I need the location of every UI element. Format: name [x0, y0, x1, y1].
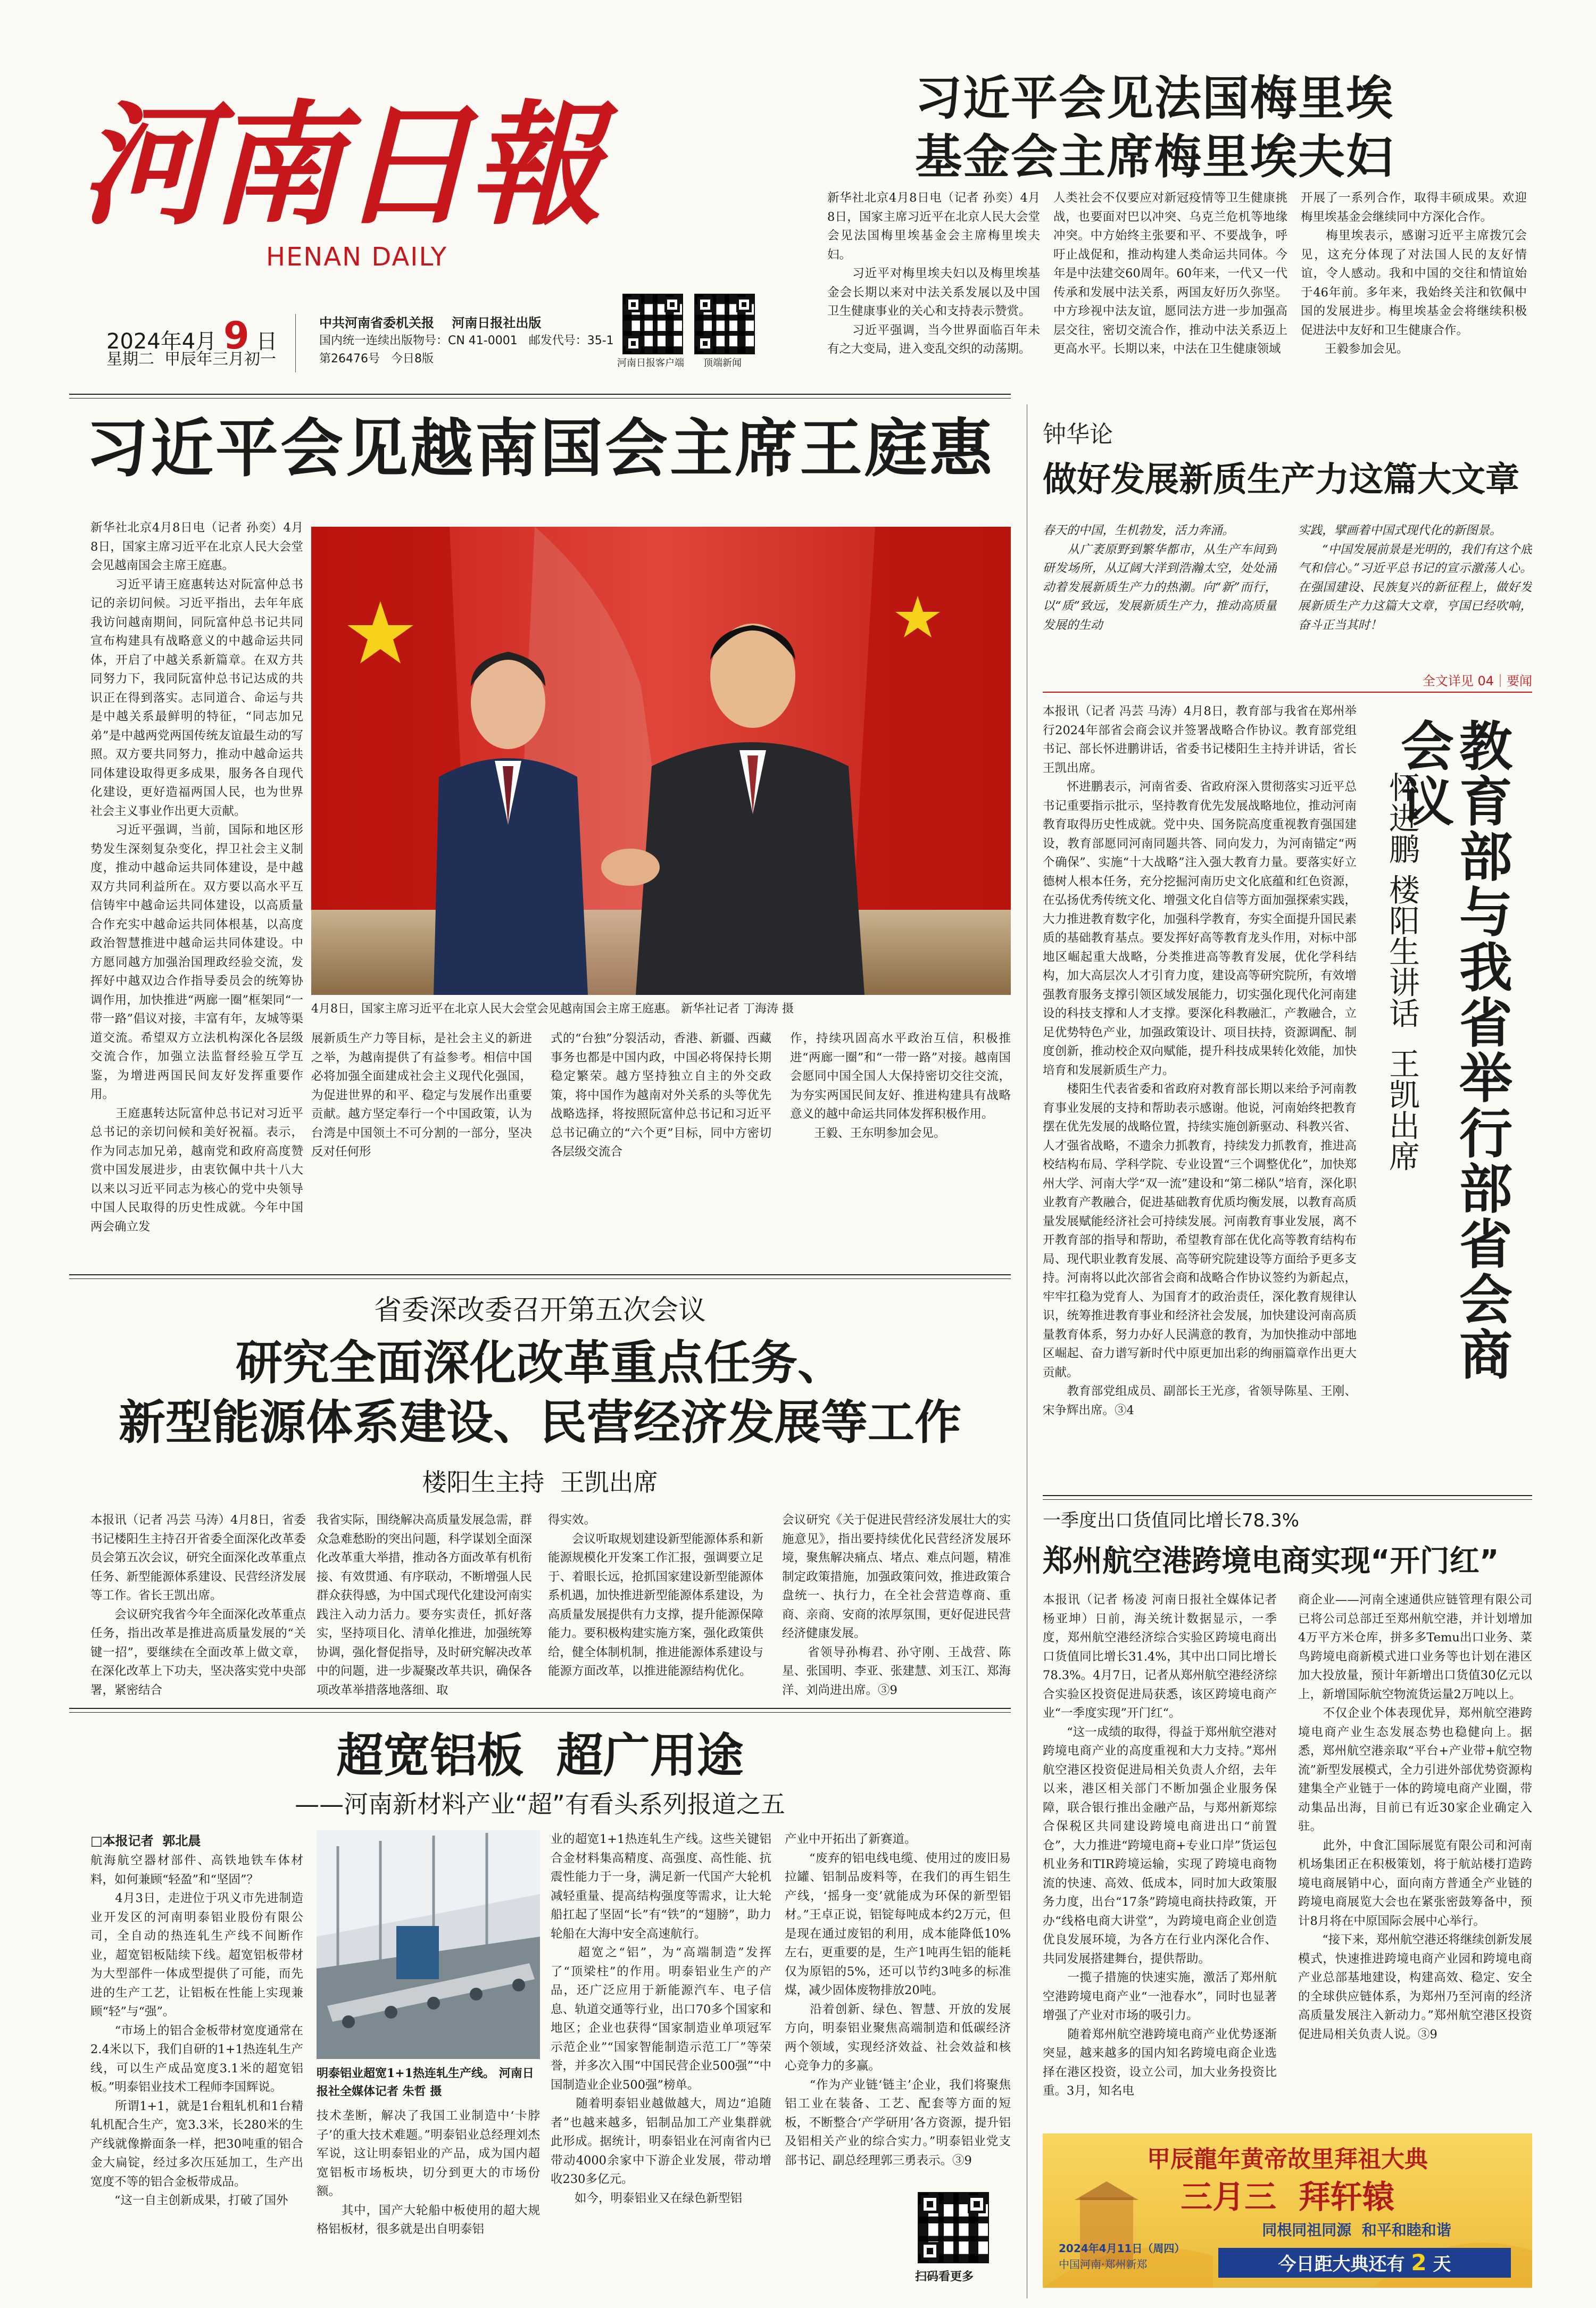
aluminum-headline: 超宽铝板 超广用途	[336, 1728, 744, 1783]
aluminum-photo	[317, 1830, 540, 2059]
lead-photo	[311, 527, 1011, 995]
aluminum-photo-caption: 明泰铝业超宽1+1热连轧生产线。 河南日报社全媒体记者 朱哲 摄	[317, 2066, 534, 2098]
qr-caption-app: 河南日报客户端	[617, 358, 684, 369]
aluminum-col1: 航海航空器材部件、高铁地铁车体材料，如何兼顾“轻盈”和“坚固”？ 4月3日，走进位于巩义市先进制造业开发区的河南明泰铝业股份有限公司，全自动的热连轧生产线不间断作业，超宽铝板陆续下线。超宽铝板带材为大型部件一体成型提供了可能，而先进的生产工艺，让铝板在性能上实现兼顾“轻”与“强”。 “市场上的铝合金板带材宽度通常在2.4米以下，我们自研的1+1热连轧生产线，可以生产成品宽度3.1米的超宽铝板。”明泰铝业技术工程师李国辉说。 所谓1+1，就是1台粗轧机和1台精轧机配合生产，宽3.3米，长280米的生产线就像擀面条一样，把30吨重的铝合金大扁锭，经过多次压延加工，生产出宽度不等的铝合金板带成品。 “这一自主创新成果，打破了国外	[90, 1854, 303, 2207]
top-story-headline	[915, 69, 1527, 186]
export-headline: 郑州航空港跨境电商实现“开门红”	[1043, 1544, 1499, 1579]
ad-date: 2024年4月11日（周四）	[1059, 2242, 1185, 2255]
ad-line2: 三月三 拜轩辕	[1181, 2179, 1394, 2216]
commentary-kicker: 钟华论	[1043, 421, 1113, 448]
ad-line1: 甲辰龍年黄帝故里拜祖大典	[1147, 2146, 1428, 2173]
qr-caption-dingduan: 顶端新闻	[703, 358, 742, 369]
education-vertical-headline: 教育部与我省举行部省会商会议	[1392, 718, 1513, 1382]
export-col2: 商企业——河南全速通供应链管理有限公司已将公司总部迁至郑州航空港，并计划增加4万平方米仓库，拼多多Temu出口业务、菜鸟跨境电商新模式进口业务等也计划在港区加大投放量，预计年新增出口货值30亿元以上，新增国际航空物流货运量2万吨以上。 不仅企业个体表现优异，郑州航空港跨境电商产业生态发展态势也稳健向上。据悉，郑州航空港亲取“平台+产业带+航空物流”新型发展模式，全力引进外部优势资源构建集全产业链于一体的跨境电商产业圈，带动集品出海，目前已有近30家企业确定入驻。 此外，中食汇国际展览有限公司和河南机场集团正在积极策划，将于航站楼打造跨境电商展销中心，面向南方普通全产业链的跨境电商展览大会也在紧张密鼓筹备中，预计8月将在中原国际会展中心举行。 “接下来，郑州航空港还将继续创新发展模式，快速推进跨境电商产业园和跨境电商产业总部基地建设，构建高效、稳定、安全的全球供应链体系，为郑州乃至河南的经济高质量发展注入新动力。”郑州航空港区投资促进局相关负责人说。③9	[1298, 1593, 1532, 2041]
ad-countdown-prefix: 今日距大典还有	[1278, 2254, 1405, 2275]
education-body: 本报讯（记者 冯芸 马涛）4月8日，教育部与我省在郑州举行2024年部省会商会议并签署战略合作协议。教育部党组书记、部长怀进鹏讲话，省委书记楼阳生主持并讲话，省长王凯出席。 怀进鹏表示，河南省委、省政府深入贯彻落实习近平总书记重要指示批示，坚持教育优先发展战略地位，推动河南教育取得历史性成就。党中央、国务院高度重视教育强国建设，教育部愿同河南同题共答、同向发力，为河南锚定“两个确保”、实施“十大战略”注入强大教育力量。要落实好立德树人根本任务，充分挖掘河南历史文化底蕴和红色资源，在弘扬优秀传统文化、增强文化自信等方面加强探索实践，大力推进教育数字化，加强科学教育，夯实全面提升国民素质的基础教育基点。要发挥好高等教育龙头作用，对标中部地区崛起重大战略，分类推进高等教育发展，优化学科结构，加大高层次人才引育力度，建设高等研究院所，有效增强教育服务支撑引领区域发展能力，切实强化现代化河南建设的科技支撑和人才支撑。要深化科教融汇，产教融合，立足优势特色产业，加强政策设计、项目扶持，资源调配、制度创新，推动校企双向赋能，提升科技成果转化效能，加快培育和发展新质生产力。 楼阳生代表省委和省政府对教育部长期以来给予河南教育事业发展的支持和帮助表示感谢。他说，河南始终把教育摆在优先发展的战略位置，持续实施创新驱动、科教兴省、人才强省战略，不遗余力抓教育，持续发力抓教育，推进高校结构布局、学科学院、专业设置“三个调整优化”，加快郑州大学、河南大学“双一流”建设和“第二梯队”培育，深化职业教育产教融合，促进基础教育优质均衡发展，以教育高质量发展赋能经济社会可持续发展。河南教育事业发展，离不开教育部的指导和帮助，希望教育部在优化高等教育结构布局、现代职业教育发展、高等研究院建设等方面给予更多支持。河南将以此次部省会商和战略合作协议签约为新起点，牢牢扛稳为党育人、为国育才的政治责任，深化教育规律认识，统筹推进教育事业和经济社会发展，加快建设河南高质量教育体系，努力办好人民满意的教育，为加快推动中部地区崛起、奋力谱写新时代中原更加出彩的绚丽篇章作出更大贡献。 教育部党组成员、副部长王光彦，省领导陈星、王刚、宋争辉出席。③4	[1043, 704, 1357, 1417]
reform-col3: 得实效。 会议听取规划建设新型能源体系和新能源规模化开发案工作汇报，强调要立足于、着眼长远，抢抓国家建设新型能源体系机遇，加快推进新型能源体系建设，为高质量发展提供有力支撑，提升能源保障能力。要积极构建实施方案，强化政策供给，健全体制机制，推进能源体系建设与能源方面改革，以推进能源结构优化。	[548, 1513, 763, 1678]
lead-story-col1: 新华社北京4月8日电（记者 孙奕）4月8日，国家主席习近平在北京人民大会堂会见越南国会主席王庭惠。 习近平请王庭惠转达对阮富仲总书记的亲切问候。习近平指出，去年年底我访问越南期间，同阮富仲总书记共同宣布构建具有战略意义的中越命运共同体，开启了中越关系新篇章。在双方共同努力下，我同阮富仲总书记达成的共识正在得到落实。志同道合、命运与共是中越关系最鲜明的特征，“同志加兄弟”是中越两党两国传统友谊最生动的写照。双方要共同努力，推动中越命运共同体建设取得更多成果，服务各自现代化建设，更好造福两国人民，也为世界社会主义事业作出更大贡献。 习近平强调，当前，国际和地区形势发生深刻复杂变化，捍卫社会主义制度，推动中越命运共同体建设，是中越双方共同利益所在。双方要以高水平互信铸牢中越命运共同体建设，以高质量合作充实中越命运共同体根基，以高度政治智慧推进中越命运共同体建设。中方愿同越方加强治国理政经验交流，发挥好中越双边合作指导委员会的统筹协调作用，加快推进“两廊一圈”框架同“一带一路”倡议对接，丰富有年，友城等渠道交流。希望双方立法机构深化各层级交流合作，加强立法监督经验互学互鉴，为增进两国民间友好发挥重要作用。 王庭惠转达阮富仲总书记对习近平总书记的亲切问候和美好祝福。表示，作为同志加兄弟，越南党和政府高度赞赏中国发展进步，由衷钦佩中共十八大以来以习近平同志为核心的党中央领导中国人民取得的历史性成就。今年中国两会确立发	[90, 521, 303, 1234]
masthead	[80, 87, 782, 309]
newspaper-logo: 河南日報	[80, 87, 599, 243]
ad-line3: 同根同祖同源 和平和睦和谐	[1262, 2221, 1451, 2239]
publisher-info	[319, 314, 617, 368]
qr-code-dingduan[interactable]	[694, 294, 755, 354]
lead-story-headline: 习近平会见越南国会主席王庭惠	[85, 412, 994, 485]
qr-code-app[interactable]	[622, 294, 683, 354]
date-day: 9	[223, 314, 250, 358]
export-divider	[1043, 1495, 1532, 1500]
commentary-more-link[interactable]: 全文详见 04｜要闻	[1422, 674, 1532, 688]
reform-col4: 会议研究《关于促进民营经济发展壮大的实施意见》，指出要持续优化民营经济发展环境，聚焦解决痛点、堵点、难点问题，精准制定政策措施，加强政策问效，推进政策合盘统一、执行力，在全社会营造尊商、重商、亲商、安商的浓厚氛围，更好促进民营经济健康发展。 省领导孙梅君、孙守刚、王战营、陈星、张国明、李亚、张建慧、刘玉江、郑海洋、刘尚进出席。③9	[782, 1513, 1011, 1697]
publisher-line2: 国内统一连续出版物号：CN 41-0001 邮发代号：35-1	[319, 334, 614, 347]
reform-col2: 我省实际，围绕解决高质量发展急需，群众急难愁盼的突出问题，科学谋划全面深化改革重大举措，推动各方面改革有机衔接、有效贯通、有序联动，不断增强人民群众获得感，为中国式现代化建设河南实践注入动力活力。要夯实责任，抓好落实，坚持项目化、清单化推进，加强统筹协调，强化督促指导，及时研究解决改革中的问题，进一步凝聚改革共识，确保各项改革举措落地落细、取	[317, 1513, 532, 1697]
ad-countdown-suffix: 天	[1433, 2254, 1451, 2275]
publisher-line3: 第26476号 今日8版	[319, 352, 434, 366]
aluminum-col2a: 业的超宽1+1热连轧生产线。这些关键铝合金材料集高精度、高强度、高性能、抗震性能力于一身，满足新一代国产大轮机减轻重量、提高结构强度等需求，让大轮船扛起了坚固“长”有“铁”的“翅膀”，助力轮船在大海中安全高速航行。 超宽之“铝”，为“高端制造”发挥了“顶梁柱”的作用。明泰铝业生产的产品，还广泛应用于新能源汽车、电子信息、轨道交通等行业，出口70多个国家和地区；企业也获得“国家制造业单项冠军示范企业”“国家智能制造示范工厂”等荣誉，并多次入围“中国民营企业500强”“中国制造业企业500强”榜单。 随着明泰铝业越做越大，周边“追随者”也越来越多，铝制品加工产业集群就此形成。据统计，明泰铝业在河南省内已带动4000余家中下游企业发展，带动增收230多亿元。 如今，明泰铝业又在绿色新型铝	[551, 1832, 771, 2205]
top-story-col3: 开展了一系列合作，取得丰硕成果。欢迎梅里埃基金会继续同中方深化合作。 梅里埃表示，感谢习近平主席拨冗会见，这充分体现了对法国人民的友好情谊，令人感动。我和中国的交往和情谊始于46年前。多年来，我始终关注和钦佩中国的发展进步。梅里埃基金会将继续积极促进法中友好和卫生健康合作。 王毅参加会见。	[1301, 191, 1527, 356]
lead-story-col2: 展新质生产力等目标，是社会主义的新进之举，为越南提供了有益参考。相信中国必将加强全面建成社会主义现代化强国，为促进世界的和平、稳定与发展作出重要贡献。越方坚定奉行一个中国政策，认为台湾是中国领土不可分割的一部分，坚决反对任何形	[311, 1032, 532, 1159]
meeting-illustration	[311, 527, 1011, 995]
aluminum-qr-code[interactable]	[918, 2192, 989, 2263]
ad-banner[interactable]	[1043, 2133, 1532, 2288]
commentary-col2: 实践，擘画着中国式现代化的新图景。 “中国发展前景是光明的，我们有这个底气和信心。”习近平总书记的宣示激荡人心。在强国建设、民族复兴的新征程上，做好发展新质生产力这篇大文章，亨国已经吹响，奋斗正当其时！	[1298, 524, 1532, 632]
ad-place: 中国河南·郑州新郑	[1059, 2258, 1148, 2271]
date-year-month: 2024年4月	[106, 329, 217, 354]
date-day-suffix: 日	[256, 329, 278, 354]
aluminum-subhead: ——河南新材料产业“超”有看头系列报道之五	[295, 1790, 785, 1819]
lead-photo-caption: 4月8日，国家主席习近平在北京人民大会堂会见越南国会主席王庭惠。 新华社记者 丁海涛 摄	[311, 1002, 794, 1016]
ad-countdown	[1218, 2248, 1511, 2278]
top-story-col1: 新华社北京4月8日电（记者 孙奕）4月8日，国家主席习近平在北京人民大会堂会见法国梅里埃基金会主席梅里埃夫妇。 习近平对梅里埃夫妇以及梅里埃基金会长期以来对中法关系发展以及中国卫生健康事业的关心和支持表示赞赏。 习近平强调，当今世界面临百年未有之大变局，进入变乱交织的动荡期。	[827, 191, 1040, 356]
weekday-lunar: 星期二 甲辰年三月初一	[106, 350, 277, 369]
top-headline-line1: 习近平会见法国梅里埃	[915, 71, 1394, 126]
top-story-col2: 人类社会不仅要应对新冠疫情等卫生健康挑战，也要面对巴以冲突、乌克兰危机等地缘冲突。中方始终主张要和平、不要战争，呼吁止战促和，推动构建人类命运共同体。今年是中法建交60周年。60年来，一代又一代传承和发展中法关系，两国友好历久弥坚。中方珍视中法友谊，愿同法方进一步加强高层交往，密切交流合作，推动中法关系迈上更高水平。长期以来，中法在卫生健康领域	[1053, 191, 1287, 356]
commentary-col1: 春天的中国，生机勃发，活力奔涌。 从广袤原野到繁华都市，从生产车间到研发场所，从辽阔大洋到浩瀚太空，处处涌动着发展新质生产力的热潮。向“新”而行，以“质”致远，发展新质生产力，推动高质量发展的生动	[1043, 524, 1277, 632]
lead-story-col3: 式的“台独”分裂活动，香港、新疆、西藏事务也都是中国内政，中国必将保持长期稳定繁荣。越方坚持独立自主的外交政策，将中国作为越南对外关系的头等优先战略选择，将按照阮富仲总书记和习近平总书记确立的“六个更”目标，同中方密切各层级交流合	[551, 1032, 771, 1159]
factory-illustration	[317, 1830, 540, 2059]
education-vertical-subhead: 怀进鹏 楼阳生讲话 王凯出席	[1384, 771, 1420, 1172]
aluminum-qr-caption: 扫码看更多	[915, 2270, 974, 2284]
top-divider	[69, 394, 1011, 398]
commentary-headline: 做好发展新质生产力这篇大文章	[1043, 460, 1519, 500]
export-kicker: 一季度出口货值同比增长78.3%	[1043, 1510, 1300, 1531]
reform-col1: 本报讯（记者 冯芸 马涛）4月8日，省委书记楼阳生主持召开省委全面深化改革委员会第五次会议，研究全面深化改革重点任务、新型能源体系建设、民营经济发展等工作。省长王凯出席。 会议研究我省今年全面深化改革重点任务，指出改革是推进高质量发展的“关键一招”，要继续在全面改革上做文章，在深化改革上下功夫，坚决落实党中央部署，紧密结合	[90, 1513, 306, 1697]
issue-date	[106, 314, 330, 358]
reform-headline-line2: 新型能源体系建设、民营经济发展等工作	[118, 1394, 961, 1450]
ad-countdown-value: 2	[1411, 2249, 1427, 2276]
publisher-line1: 中共河南省委机关报 河南日报社出版	[319, 316, 542, 330]
reform-divider	[69, 1274, 1011, 1279]
aluminum-byline: □本报记者 郭北晨	[90, 1833, 201, 1848]
reform-headline-line1: 研究全面深化改革重点任务、	[235, 1335, 844, 1390]
top-headline-line2: 基金会主席梅里埃夫妇	[915, 129, 1394, 184]
export-col1: 本报讯（记者 杨凌 河南日报社全媒体记者 杨亚坤）日前，海关统计数据显示，一季度，郑州航空港经济综合实验区跨境电商出口货值同比增长31.4%，其中出口同比增长78.3%。4月7日，记者从郑州航空港经济综合实验区投资促进局获悉，该区跨境电商产业“一季度实现”开门红“。 “这一成绩的取得，得益于郑州航空港对跨境电商产业的高度重视和大力支持。”郑州航空港区投资促进局相关负责人介绍，去年以来，港区相关部门不断加强企业服务保障，联合银行推出金融产品，与郑州新郑综合保税区共同建设跨境电商进出口“前置仓”，大力推进“跨境电商+专业口岸”货运包机业务和TIR跨境运输，实现了跨境电商物流的快速、高效、低成本，同时加大政策服务力度，出台“17条”跨境电商扶持政策，开办“线格电商大讲堂”，为跨境电商企业创造优良发展环境，为各方在行业内深化合作、共同发展搭建舞台，提供帮助。 一揽子措施的快速实施，激活了郑州航空港跨境电商产业“一池春水”，同时也显著增强了产业对市场的吸引力。 随着郑州航空港跨境电商产业优势逐渐突显，越来越多的国内知名跨境电商企业选择在港区投资，设立公司，加大业务投资比重。3月，知名电	[1043, 1593, 1277, 2098]
reform-kicker: 省委深改委召开第五次会议	[373, 1294, 706, 1326]
lead-story-col4: 作，持续巩固高水平政治互信，积极推进“两廊一圈”和“一带一路”对接。越南国会愿同中国全国人大保持密切交往交流，为夯实两国民间友好、推进构建具有战略意义的越中命运共同体发挥积极作用。 王毅、王东明参加会见。	[790, 1032, 1011, 1140]
aluminum-divider	[69, 1708, 1011, 1713]
reform-subhead: 楼阳生主持 王凯出席	[422, 1468, 658, 1497]
aluminum-col2b: 技术垄断，解决了我国工业制造中‘卡脖子’的重大技术难题。”明泰铝业总经理刘杰军说，这让明泰铝业的产品，成为国内超宽铝板市场板块，切分到更大的市场份额。 其中，国产大轮船中板使用的超大规格铝板材，很多就是出自明泰铝	[317, 2109, 540, 2236]
newspaper-logo-english: HENAN DAILY	[266, 242, 448, 272]
handshake	[601, 849, 660, 886]
aluminum-col3: 产业中开拓出了新赛道。 “废弃的铝电线电缆、使用过的废旧易拉罐、铝制品废料等，在我们的再生铝生产线，‘摇身一变’就能成为环保的新型铝材。”王卓正说，铝锭每吨成本约2万元，但是现在通过废铝的利用，成本能降低10%左右，更重要的是，生产1吨再生铝的能耗仅为原铝的5%，还可以节约3吨多的标准煤，减少固体废物排放20吨。 沿着创新、绿色、智慧、开放的发展方向，明泰铝业聚焦高端制造和低碳经济两个领域，实现经济效益、社会效益和核心竞争力的多赢。 “作为产业链‘链主’企业，我们将聚焦铝工业在装备、工艺、配套等方面的短板，不断整合‘产学研用’各方资源，提升铝及铝相关产业的综合实力。”明泰铝业党支部书记、副总经理郭三勇表示。③9	[785, 1832, 1011, 2168]
reform-headline	[69, 1333, 1011, 1452]
